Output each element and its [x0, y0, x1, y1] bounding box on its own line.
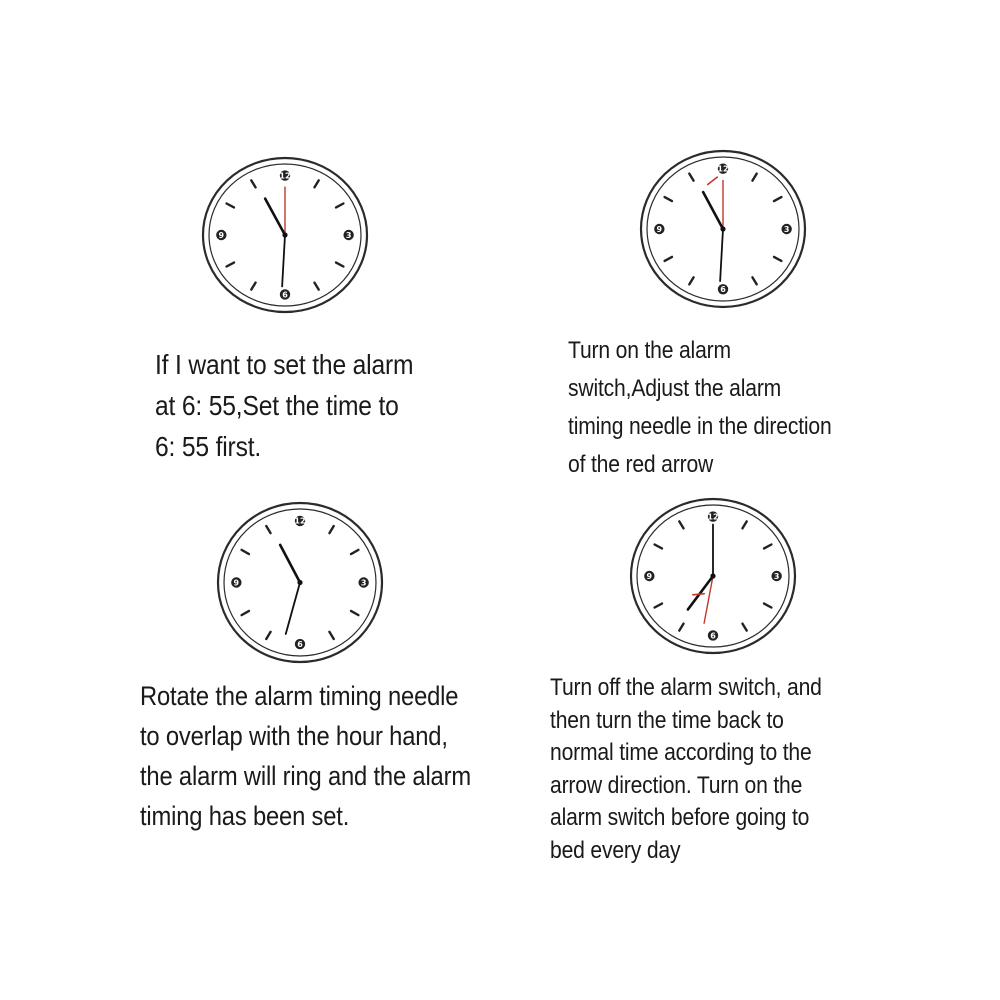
hour-numeral: 6	[720, 285, 726, 295]
hour-numeral: 9	[656, 224, 663, 234]
hour-numeral: 12	[294, 516, 306, 526]
hour-numeral: 9	[646, 571, 653, 581]
hour-numeral: 9	[218, 230, 225, 240]
hour-numeral: 6	[710, 631, 716, 641]
instruction-line: arrow direction. Turn on the	[550, 771, 803, 799]
step-3-instruction	[140, 676, 471, 836]
step-1-instruction	[155, 344, 413, 467]
clock-face-svg	[628, 496, 798, 656]
instruction-line: normal time according to the	[550, 739, 812, 766]
clock-step-4	[628, 496, 798, 656]
hour-numeral: 9	[233, 578, 240, 588]
instruction-line: timing has been set.	[140, 801, 350, 831]
instruction-line: then turn the time back to	[550, 706, 784, 734]
instruction-line: Turn off the alarm switch, and	[550, 674, 822, 701]
instruction-line: 6: 55 first.	[155, 431, 262, 462]
instruction-line: the alarm will ring and the alarm	[140, 761, 471, 791]
instruction-line: at 6: 55,Set the time to	[155, 390, 399, 421]
hour-numeral: 3	[773, 571, 780, 581]
instruction-line: to overlap with the hour hand,	[140, 721, 448, 751]
hour-numeral: 3	[360, 578, 367, 588]
instruction-line: Rotate the alarm timing needle	[140, 681, 459, 711]
instruction-line: If I want to set the alarm	[155, 349, 414, 380]
clock-step-2	[638, 148, 808, 310]
instruction-line: switch,Adjust the alarm	[568, 375, 782, 402]
clock-face-svg	[215, 500, 385, 665]
step-2-instruction	[568, 332, 832, 484]
hour-numeral: 6	[297, 639, 303, 649]
red-direction-arrow	[693, 594, 704, 595]
clock-face-svg	[200, 155, 370, 315]
center-pin	[282, 232, 287, 237]
center-pin	[720, 226, 725, 231]
center-pin	[710, 573, 715, 578]
clock-step-1	[200, 155, 370, 315]
hour-numeral: 12	[707, 512, 719, 522]
hour-numeral: 6	[282, 290, 288, 300]
instruction-line: bed every day	[550, 836, 681, 864]
instruction-line: of the red arrow	[568, 451, 714, 478]
instruction-line: timing needle in the direction	[568, 413, 832, 440]
hour-numeral: 12	[717, 164, 729, 174]
hour-numeral: 3	[345, 230, 352, 240]
step-4-instruction	[550, 672, 822, 867]
instruction-line: Turn on the alarm	[568, 337, 731, 364]
hour-numeral: 12	[279, 171, 291, 181]
clock-face-svg	[638, 148, 808, 310]
hour-numeral: 3	[783, 224, 790, 234]
center-pin	[297, 580, 302, 585]
instruction-line: alarm switch before going to	[550, 804, 810, 831]
clock-step-3	[215, 500, 385, 665]
